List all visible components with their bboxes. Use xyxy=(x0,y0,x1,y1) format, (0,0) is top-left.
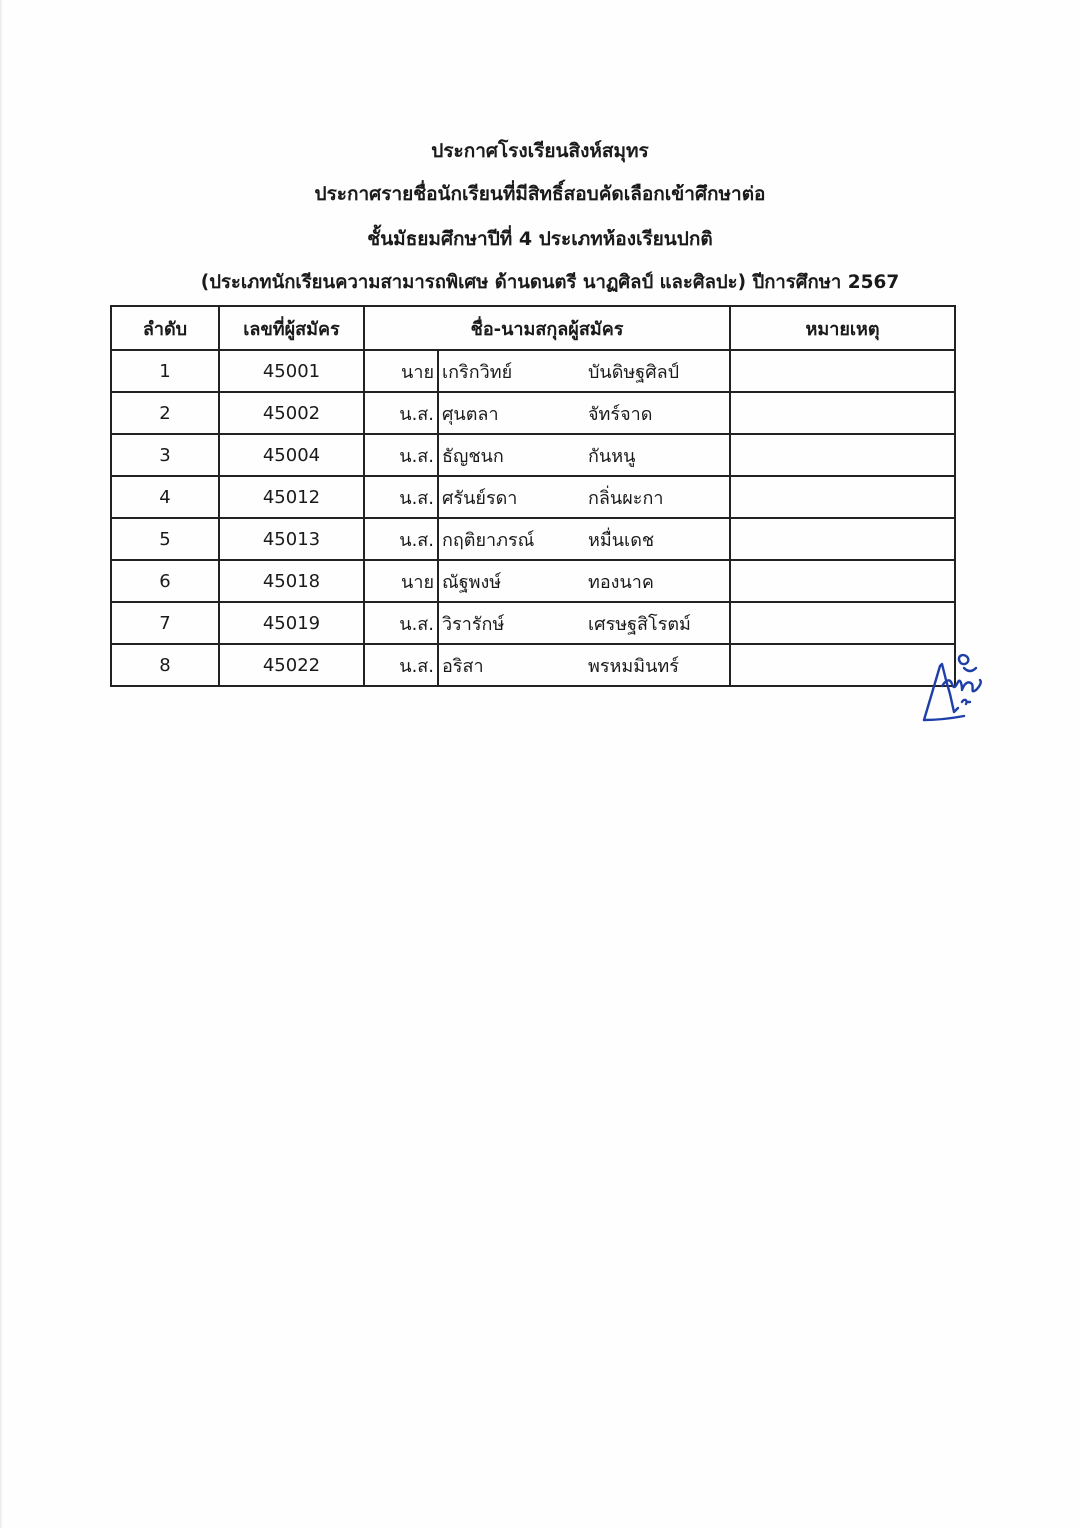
column-header-order: ลำดับ xyxy=(111,306,219,350)
table-row xyxy=(111,518,955,560)
cell-order: 7 xyxy=(111,602,219,644)
cell-order: 8 xyxy=(111,644,219,686)
heading-list-title: ประกาศรายชื่อนักเรียนที่มีสิทธิ์สอบคัดเลือกเข้าศึกษาต่อ xyxy=(314,183,766,205)
table-header-row xyxy=(111,306,955,350)
cell-order: 2 xyxy=(111,392,219,434)
cell-last-name: เศรษฐสิโรตม์ xyxy=(584,602,730,644)
cell-name-title: นาย xyxy=(364,350,438,392)
cell-last-name: ทองนาค xyxy=(584,560,730,602)
table-row xyxy=(111,602,955,644)
cell-remark xyxy=(730,392,955,434)
cell-applicant-no: 45019 xyxy=(219,602,364,644)
cell-first-name: เกริกวิทย์ xyxy=(438,350,584,392)
cell-name-title: น.ส. xyxy=(364,434,438,476)
cell-first-name: ศุนตลา xyxy=(438,392,584,434)
table-row xyxy=(111,350,955,392)
cell-first-name: ศรันย์รดา xyxy=(438,476,584,518)
cell-applicant-no: 45012 xyxy=(219,476,364,518)
cell-order: 1 xyxy=(111,350,219,392)
cell-remark xyxy=(730,602,955,644)
signature xyxy=(920,650,986,726)
cell-remark xyxy=(730,350,955,392)
heading-school-announcement: ประกาศโรงเรียนสิงห์สมุทร xyxy=(431,140,649,162)
table-body xyxy=(111,350,955,686)
cell-applicant-no: 45013 xyxy=(219,518,364,560)
cell-remark xyxy=(730,434,955,476)
table-row xyxy=(111,392,955,434)
cell-remark xyxy=(730,476,955,518)
column-header-full-name: ชื่อ-นามสกุลผู้สมัคร xyxy=(364,306,730,350)
cell-last-name: กลิ่นผะกา xyxy=(584,476,730,518)
cell-applicant-no: 45004 xyxy=(219,434,364,476)
cell-name-title: น.ส. xyxy=(364,476,438,518)
cell-order: 3 xyxy=(111,434,219,476)
cell-last-name: บันดิษฐศิลป์ xyxy=(584,350,730,392)
applicant-table xyxy=(110,305,956,687)
cell-name-title: น.ส. xyxy=(364,644,438,686)
table-row xyxy=(111,476,955,518)
cell-order: 5 xyxy=(111,518,219,560)
cell-first-name: ธัญชนก xyxy=(438,434,584,476)
cell-first-name: อริสา xyxy=(438,644,584,686)
cell-applicant-no: 45002 xyxy=(219,392,364,434)
cell-applicant-no: 45001 xyxy=(219,350,364,392)
table-row xyxy=(111,434,955,476)
cell-name-title: นาย xyxy=(364,560,438,602)
cell-last-name: หมื่นเดช xyxy=(584,518,730,560)
cell-first-name: วิรารักษ์ xyxy=(438,602,584,644)
column-header-remark: หมายเหตุ xyxy=(730,306,955,350)
cell-name-title: น.ส. xyxy=(364,518,438,560)
cell-applicant-no: 45022 xyxy=(219,644,364,686)
cell-name-title: น.ส. xyxy=(364,602,438,644)
table-row xyxy=(111,644,955,686)
cell-first-name: กฤติยาภรณ์ xyxy=(438,518,584,560)
cell-order: 6 xyxy=(111,560,219,602)
cell-applicant-no: 45018 xyxy=(219,560,364,602)
cell-last-name: พรหมมินทร์ xyxy=(584,644,730,686)
cell-last-name: จัทร์จาด xyxy=(584,392,730,434)
heading-grade-level: ชั้นมัธยมศึกษาปีที่ 4 ประเภทห้องเรียนปกติ xyxy=(367,228,713,250)
cell-order: 4 xyxy=(111,476,219,518)
cell-last-name: กันหนู xyxy=(584,434,730,476)
cell-first-name: ณัฐพงษ์ xyxy=(438,560,584,602)
cell-remark xyxy=(730,560,955,602)
column-header-applicant-no: เลขที่ผู้สมัคร xyxy=(219,306,364,350)
table-row xyxy=(111,560,955,602)
cell-remark xyxy=(730,518,955,560)
cell-name-title: น.ส. xyxy=(364,392,438,434)
heading-category-year: (ประเภทนักเรียนความสามารถพิเศษ ด้านดนตรี นาฏศิลป์ และศิลปะ) ปีการศึกษา 2567 xyxy=(200,272,900,293)
